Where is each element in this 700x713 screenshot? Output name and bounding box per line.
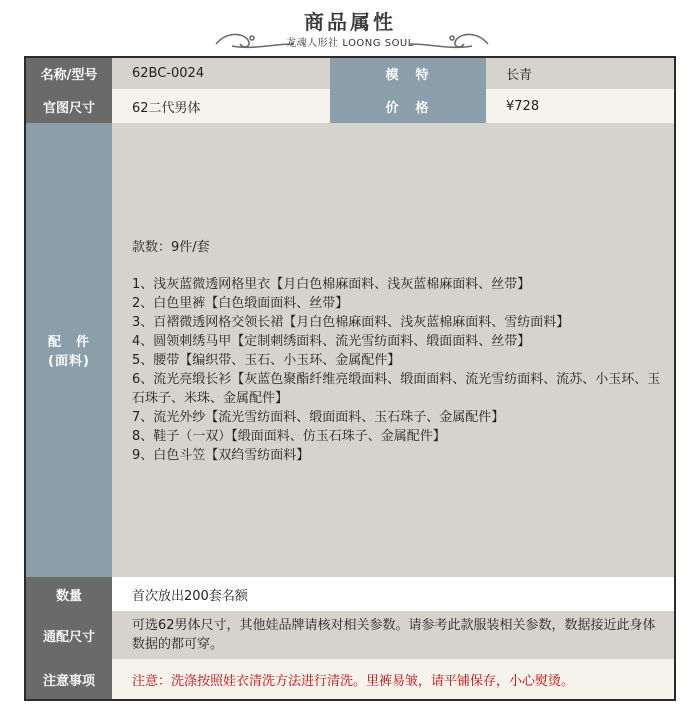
list-item: 1、浅灰蓝微透网格里衣【月白色棉麻面料、浅灰蓝棉麻面料、丝带】: [132, 276, 531, 292]
model-label: 名称/型号: [26, 58, 112, 89]
list-item: 9、白色斗笠【双绉雪纺面料】: [132, 447, 310, 463]
list-item: 5、腰带【编织带、玉石、小玉环、金属配件】: [132, 352, 401, 368]
fit-value: 可选62男体尺寸，其他娃品牌请核对相关参数。请参考此款服装相关参数，数据接近此身体数据的都可穿。: [112, 611, 674, 659]
parts-label-line1: 配 件: [47, 335, 90, 350]
special-label: 模 特: [330, 58, 486, 89]
fit-label: 通配尺寸: [26, 611, 112, 659]
quantity-value: 首次放出200套名额: [112, 577, 674, 611]
list-item: 8、鞋子（一双）【缎面面料、仿玉石珠子、金属配件】: [132, 428, 446, 444]
page-title: 商品属性: [304, 10, 396, 34]
list-item: 2、白色里裤【白色缎面面料、丝带】: [132, 295, 349, 311]
page-header: [0, 0, 700, 56]
quantity-label: 数量: [26, 577, 112, 611]
size-label: 官图尺寸: [26, 89, 112, 123]
attributes-table: [24, 56, 676, 701]
list-item: 4、圆领刺绣马甲【定制刺绣面料、流光雪纺面料、缎面面料、丝带】: [132, 333, 531, 349]
parts-content: [112, 123, 674, 577]
special-value: 长青: [486, 58, 674, 89]
size-value: 62二代男体: [112, 89, 330, 123]
list-item: 3、百褶微透网格交领长裙【月白色棉麻面料、浅灰蓝棉麻面料、雪纺面料】: [132, 314, 570, 330]
notice-label: 注意事项: [26, 659, 112, 699]
price-value: ¥728: [486, 89, 674, 123]
list-item: 7、流光外纱【流光雪纺面料、缎面面料、玉石珠子、金属配件】: [132, 409, 505, 425]
notice-value: 注意：洗涤按照娃衣清洗方法进行清洗。里裤易皱，请平铺保存，小心熨烫。: [112, 659, 674, 699]
price-label: 价 格: [330, 89, 486, 123]
parts-label: [26, 123, 112, 577]
brand-subtitle: 龙魂人形社 LOONG SOUL: [286, 38, 414, 49]
parts-label-line2: (面料): [48, 354, 90, 369]
list-item: 6、流光亮缎长衫【灰蓝色聚酯纤维亮缎面料、缎面面料、流光雪纺面料、流苏、小玉环、玉石珠子、米珠、金属配件】: [132, 371, 661, 406]
model-value: 62BC-0024: [112, 58, 330, 89]
parts-count: 款数：9件/套: [132, 239, 210, 255]
